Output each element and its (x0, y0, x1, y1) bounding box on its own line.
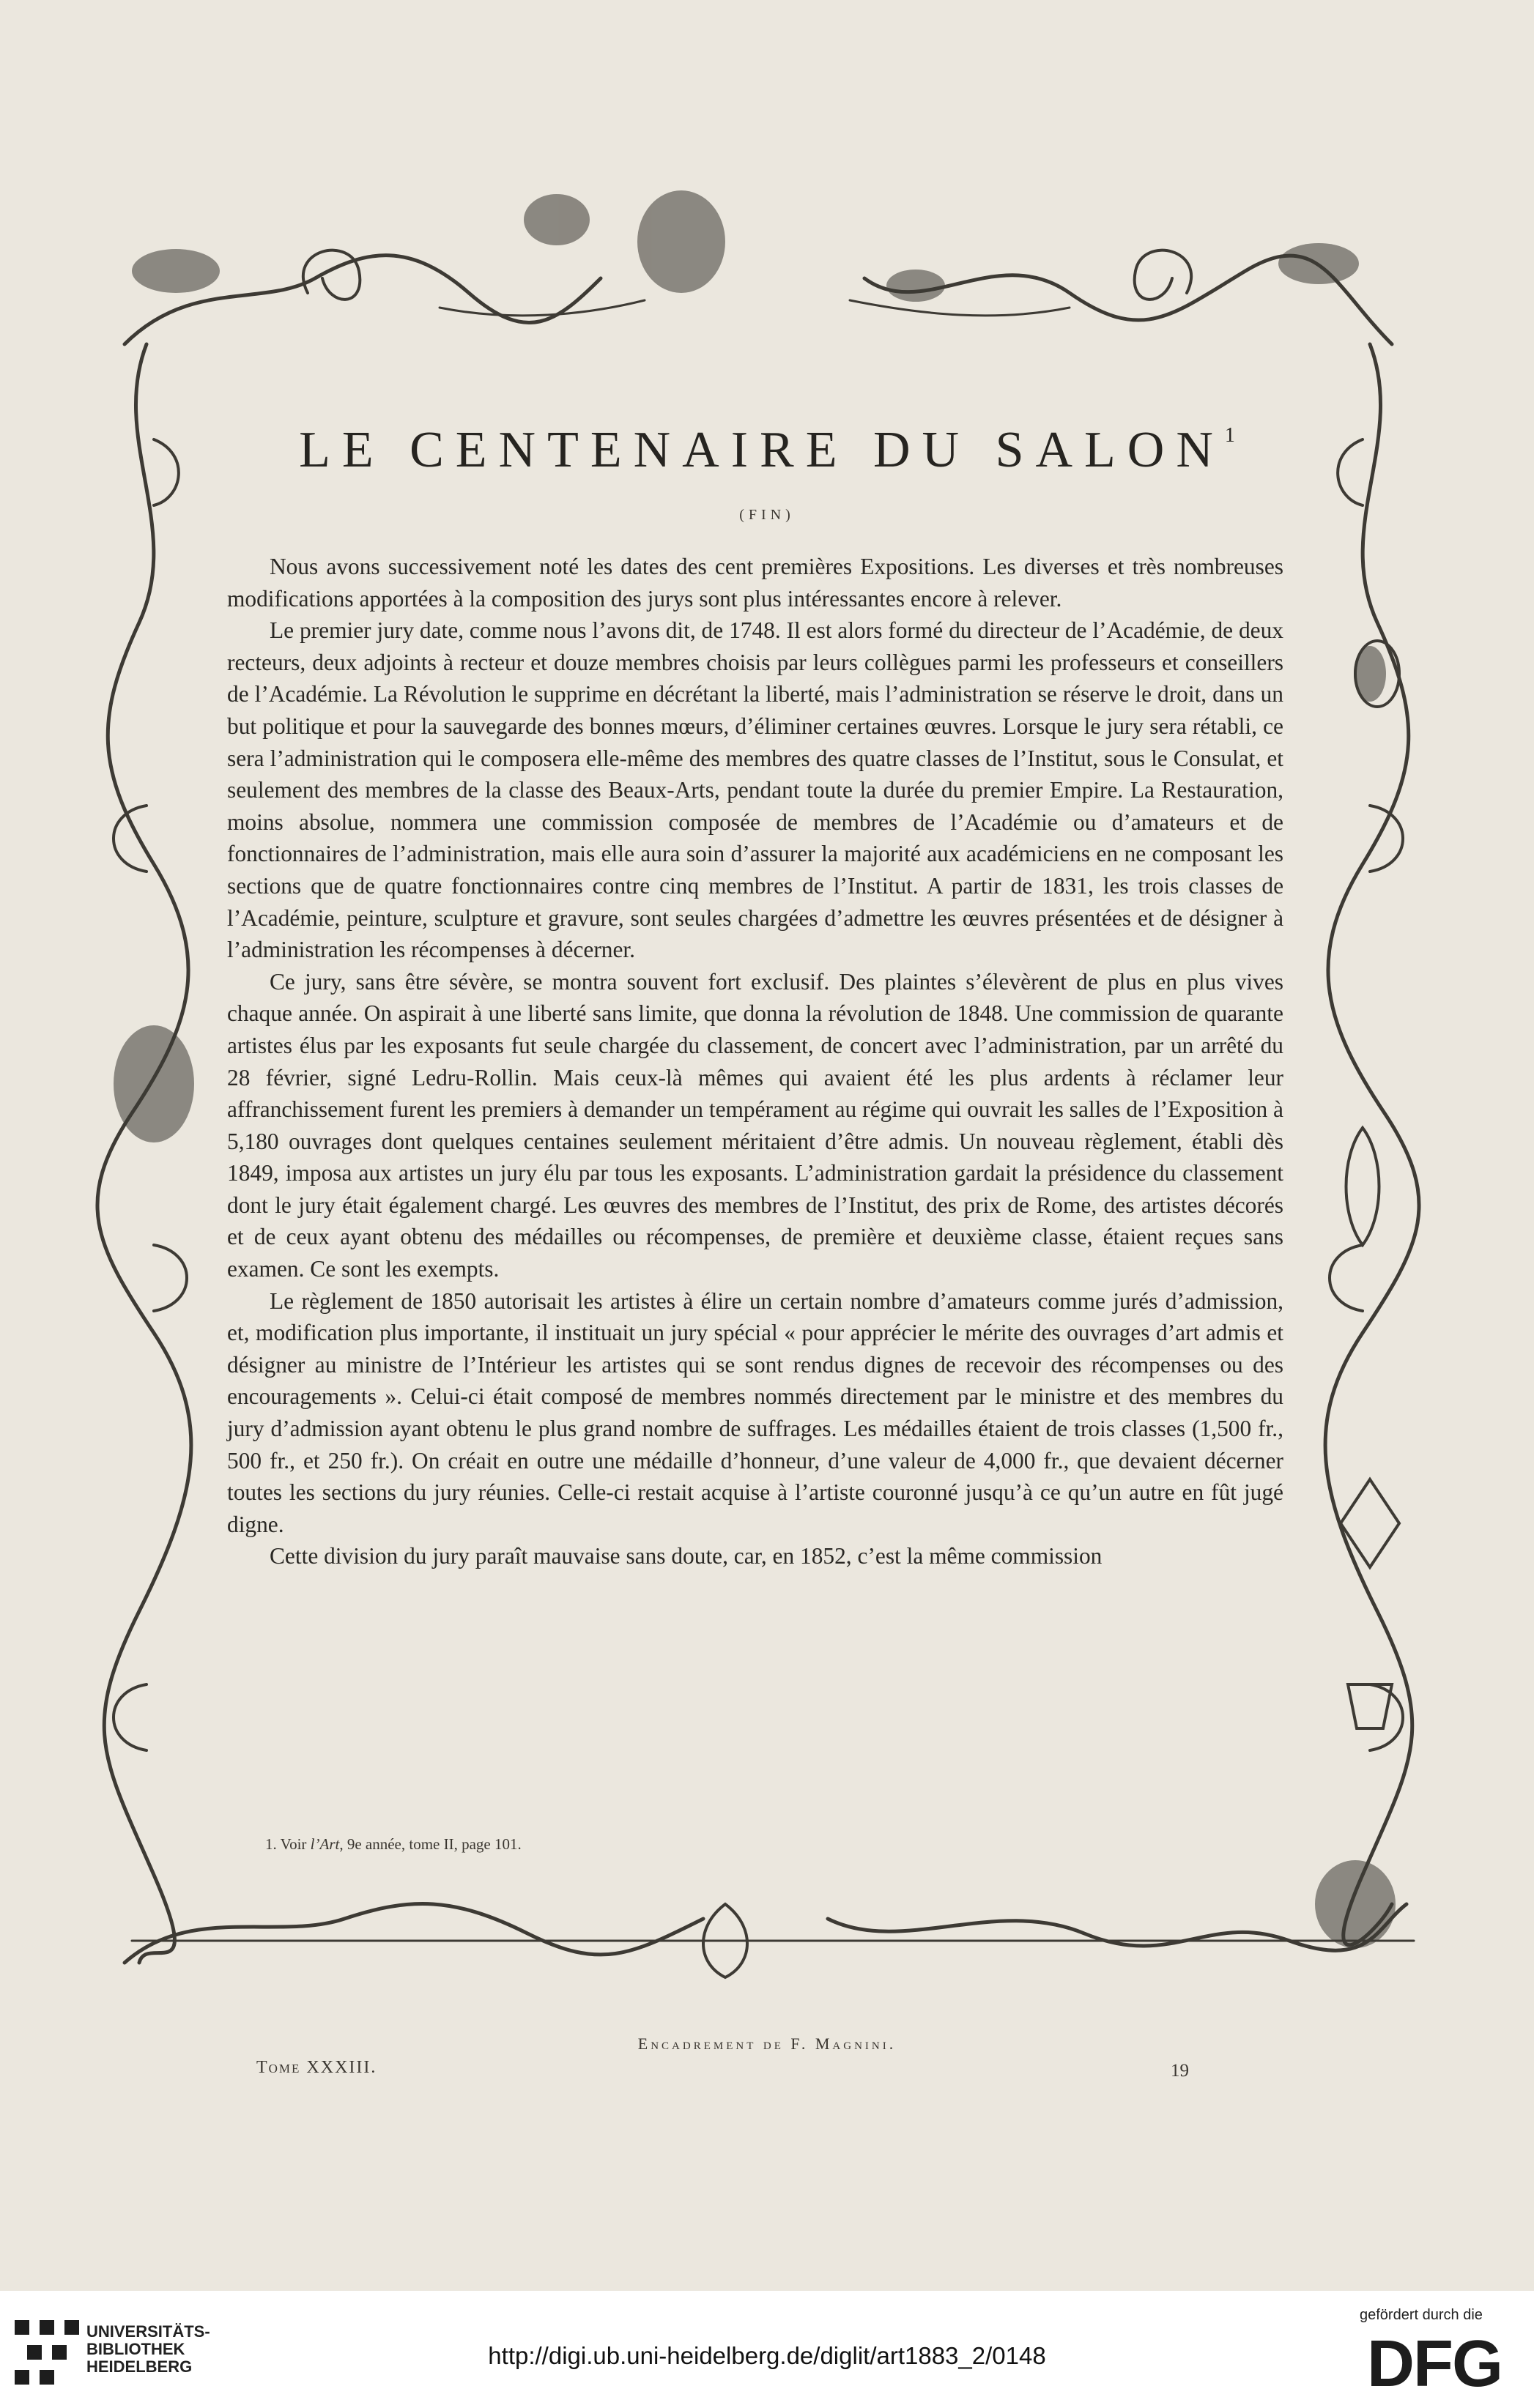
footnote: 1. Voir l’Art, 9e année, tome II, page 101. (265, 1835, 522, 1853)
paragraph: Nous avons successivement noté les dates des cent premières Expositions. Les diverses et très nombreuses modifications apportées à la composition des jurys sont plus intéressantes encore à relever. (227, 554, 1283, 612)
paragraph: Ce jury, sans être sévère, se montra souvent fort exclusif. Des plaintes s’élevèrent de plus en plus vives chaque année. On aspirait à une liberté sans limite, que donna la révolution de 1848. Une commission de quarante artistes élus par les exposants fut seule chargée du classement, de concert avec l’administration, par un arrêté du 28 février, signé Ledru-Rollin. Mais ceux-là mêmes qui avaient été les plus ardents à réclamer leur affranchissement furent les premiers à demander un tempérament au régime qui ouvrait les salles de l’Exposition à 5,180 ouvrages dont quelques centaines seulement méritaient d’être admis. Un nouveau règlement, établi dès 1849, imposa aux artistes un jury élu par tous les exposants. L’administration gardait la présidence du classement dont le jury était également chargé. Les œuvres des membres de l’Institut, des prix de Rome, des artistes décorés et de ceux ayant obtenu des médailles ou récompenses, de première et deuxième classe, étaient reçues sans examen. Ce sont les exempts. (227, 968, 1283, 1282)
left-angel (114, 1025, 194, 1142)
title-note-marker: 1 (1224, 424, 1235, 447)
top-cherub (637, 190, 725, 293)
left-scroll-column (97, 344, 191, 1963)
university-library-name: UNIVERSITÄTS- BIBLIOTHEK HEIDELBERG (86, 2322, 210, 2376)
article-title: LE CENTENAIRE DU SALON$^1$ (299, 422, 1235, 478)
paragraph: Le premier jury date, comme nous l’avons dit, de 1748. Il est alors formé du directeur de l’Académie, de deux recteurs, deux adjoints à recteur et douze membres choisis par leurs collègues parmi les professeurs et conseillers de l’Académie. La Révolution le supprime en décrétant la liberté, mais l’administration se réserve le droit, dans un but politique et pour la sauvegarde des bonnes mœurs, d’éliminer certaines œuvres. Lorsque le jury sera rétabli, ce sera l’administration qui le composera elle-même des membres des quatre classes de l’Institut, sous le Consulat, et seulement des membres de la classe des Beaux-Arts, pendant toute la durée du premier Empire. La Restauration, moins absolue, nommera une commission composée de membres de l’Académie ou d’amateurs et de fonctionnaires de l’administration, mais elle aura soin d’assurer la majorité aux académiciens en ne composant les sections que de quatre fonctionnaires contre cinq membres de l’Institut. A partir de 1831, les trois classes de l’Académie, peinture, sculpture et gravure, sont seules chargées d’admettre les œuvres présentées et de désigner à l’administration les récompenses à décerner. (227, 617, 1283, 963)
paragraph: Le règlement de 1850 autorisait les artistes à élire un certain nombre d’amateurs comme jurés d’admission, et, modification plus importante, il instituait un jury spécial « pour apprécier le mérite des ouvrages d’art admis et désigner au ministre de l’Intérieur les artistes qui se sont rendus dignes de recevoir des récompenses ou des encouragements ». Celui-ci était composé de membres nommés directement par le ministre et des membres du jury d’admission ayant obtenu le plus grand nombre de suffrages. Les médailles étaient de trois classes (1,500 fr., 500 fr., et 250 fr.). On créait en outre une médaille d’honneur, d’une valeur de 4,000 fr., que devaient décerner toutes les sections du jury réunies. Celle-ci restait acquise à l’artiste couronné jusqu’à ce qu’un autre en fût jugé digne. (227, 1287, 1283, 1537)
drum (1354, 646, 1386, 702)
article-subtitle: (FIN) (739, 507, 795, 523)
frame-credit-caption: Encadrement de F. Magnini. (637, 2034, 897, 2053)
right-triton (1315, 1860, 1396, 1948)
right-bird (1278, 243, 1359, 284)
paragraph: Cette division du jury paraît mauvaise sans doute, car, en 1852, c’est la même commission (270, 1543, 1103, 1569)
article-body (227, 551, 1283, 1572)
page-number: 19 (1171, 2061, 1189, 2081)
permalink-url[interactable]: http://digi.ub.uni-heidelberg.de/diglit/art1883_2/0148 (488, 2342, 1046, 2369)
left-bird (132, 249, 220, 293)
funding-label: gefördert durch die (1360, 2307, 1483, 2323)
tome-label: Tome XXXIII. (256, 2058, 377, 2077)
bottom-scroll-left (125, 1904, 703, 1963)
dfg-logo: DFG (1367, 2327, 1502, 2401)
